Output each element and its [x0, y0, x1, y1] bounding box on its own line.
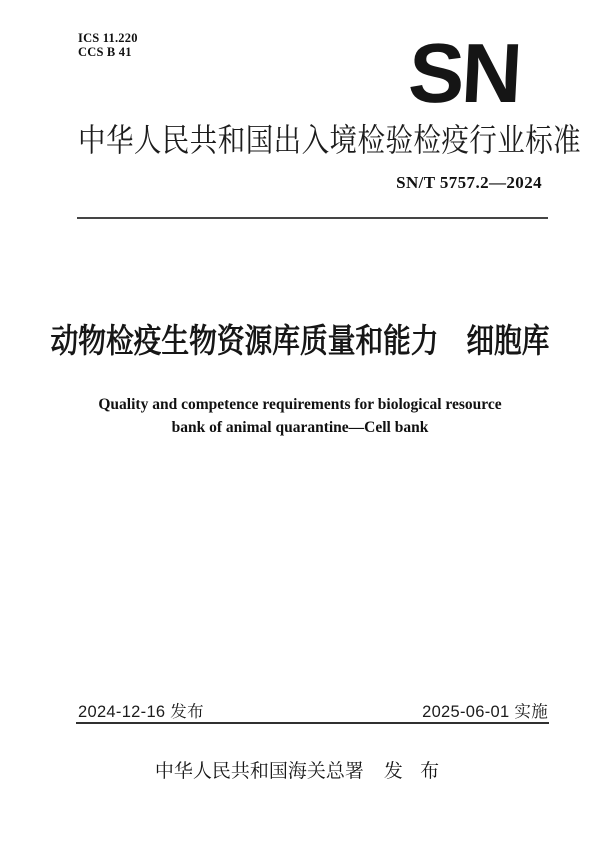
header-divider-line [77, 217, 548, 219]
publisher-name: 中华人民共和国海关总署 [154, 761, 364, 782]
standard-number: SN/T 5757.2—2024 [396, 173, 542, 192]
publish-label: 发 布 [383, 761, 446, 782]
standard-type-heading: 中华人民共和国出入境检验检疫行业标准 [78, 122, 582, 158]
title-english-line1: Quality and competence requirements for biological resource [98, 396, 502, 413]
implementation-date: 2025-06-01 实施 [422, 703, 548, 721]
document-title-english [0, 393, 600, 439]
classification-codes [78, 31, 138, 59]
sn-logo: SN [406, 26, 522, 120]
publisher-row [0, 761, 600, 783]
footer-divider-line [76, 722, 549, 724]
ics-code: ICS 11.220 [78, 31, 138, 45]
ccs-code: CCS B 41 [78, 45, 132, 59]
document-title-chinese: 动物检疫生物资源库质量和能力 细胞库 [50, 322, 550, 359]
dates-row [78, 698, 548, 722]
issue-date: 2024-12-16 发布 [78, 703, 204, 721]
title-english-line2: bank of animal quarantine—Cell bank [171, 419, 429, 436]
